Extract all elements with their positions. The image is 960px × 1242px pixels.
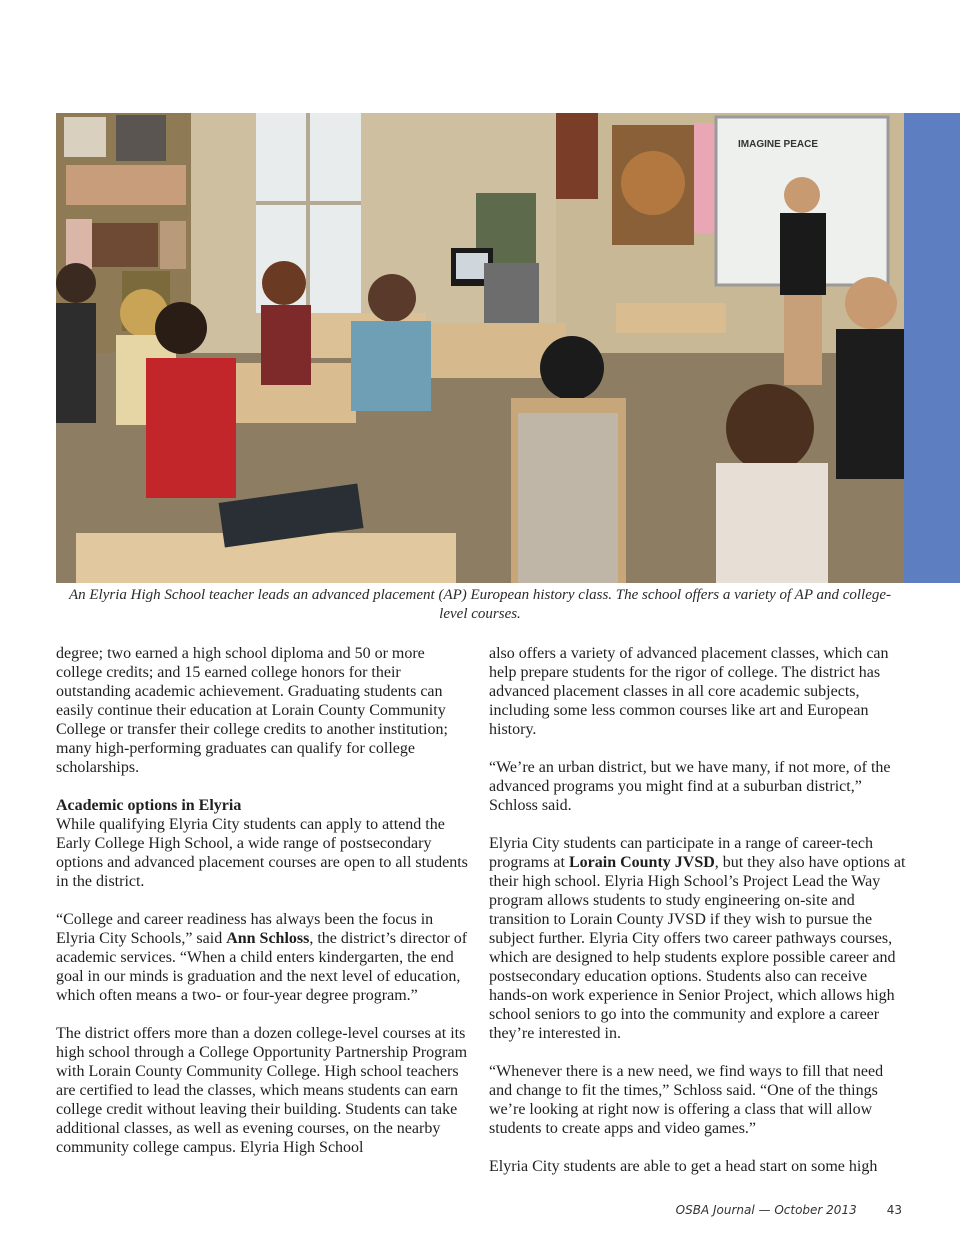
journal-title: OSBA Journal — October 2013 — [675, 1203, 857, 1217]
paragraph: degree; two earned a high school diploma and 50 or more college credits; and 15 earned college honors for their outstanding academic achievement. Graduating students can easily continue their education at Lorain County Community College or transfer their college credits to another institution; many high-performing graduates can qualify for college scholarships. — [56, 645, 448, 776]
page-footer — [676, 1203, 902, 1217]
poster-text: IMAGINE PEACE — [738, 139, 819, 150]
accent-tab — [904, 113, 960, 583]
right-column — [489, 644, 907, 1176]
paragraph-quote: “Whenever there is a new need, we find ways to fill that need and change to fit the times,” Schloss said. “One of the things we’re looking at right now is offering a class that will allow students to create apps and video games.” — [489, 1063, 884, 1137]
paragraph: Elyria City students are able to get a head start on some high — [489, 1158, 878, 1175]
section-heading: Academic options in Elyria — [56, 797, 242, 814]
classroom-illustration — [56, 113, 904, 583]
person-name: Ann Schloss — [226, 930, 310, 947]
organization-name: Lorain County JVSD — [568, 854, 715, 871]
paragraph: While qualifying Elyria City students can apply to attend the Early College High School, a wide range of postsecondary options and advanced placement courses are open to all students in the district. — [56, 816, 468, 890]
paragraph-quote: “College and career readiness has always been the focus in Elyria City Schools,” said Ann Schloss, the district’s director of academic services. “When a child enters kindergarten, the end goal in our minds is graduation and the next level of education, which often means a two- or four-year degree program.” — [56, 911, 468, 1004]
photo-caption: An Elyria High School teacher leads an advanced placement (AP) European history class. The school offers a variety of AP and college-level courses. — [68, 587, 892, 622]
page-number: 43 — [886, 1203, 902, 1217]
paragraph: The district offers more than a dozen college-level courses at its high school through a College Opportunity Partnership Program with Lorain County Community College. High school teachers are certified to lead the classes, which means students can earn college credit without leaving their building. Students can take additional classes, as well as evening courses, on the nearby community college campus. Elyria High School — [56, 1025, 468, 1156]
paragraph-quote: “We’re an urban district, but we have many, if not more, of the advanced programs you might find at a suburban district,” Schloss said. — [489, 759, 891, 814]
paragraph: also offers a variety of advanced placement classes, which can help prepare students for the rigor of college. The district has advanced placement classes in all core academic subjects, including some less common courses like art and European history. — [489, 645, 889, 738]
left-column — [56, 644, 474, 1157]
paragraph: Elyria City students can participate in a range of career-tech programs at Lorain County JVSD, but they also have options at their high school. Elyria High School’s Project Lead the Way program allows students to study engineering on-site and transition to Lorain County JVSD if they wish to pursue the subject further. Elyria City offers two career pathways courses, which are designed to help students explore possible career and postsecondary education options. Students also can receive hands-on work experience in Senior Project, which allows high school seniors to go into the community and explore a career they’re interested in. — [489, 835, 906, 1042]
classroom-photo — [56, 113, 904, 583]
